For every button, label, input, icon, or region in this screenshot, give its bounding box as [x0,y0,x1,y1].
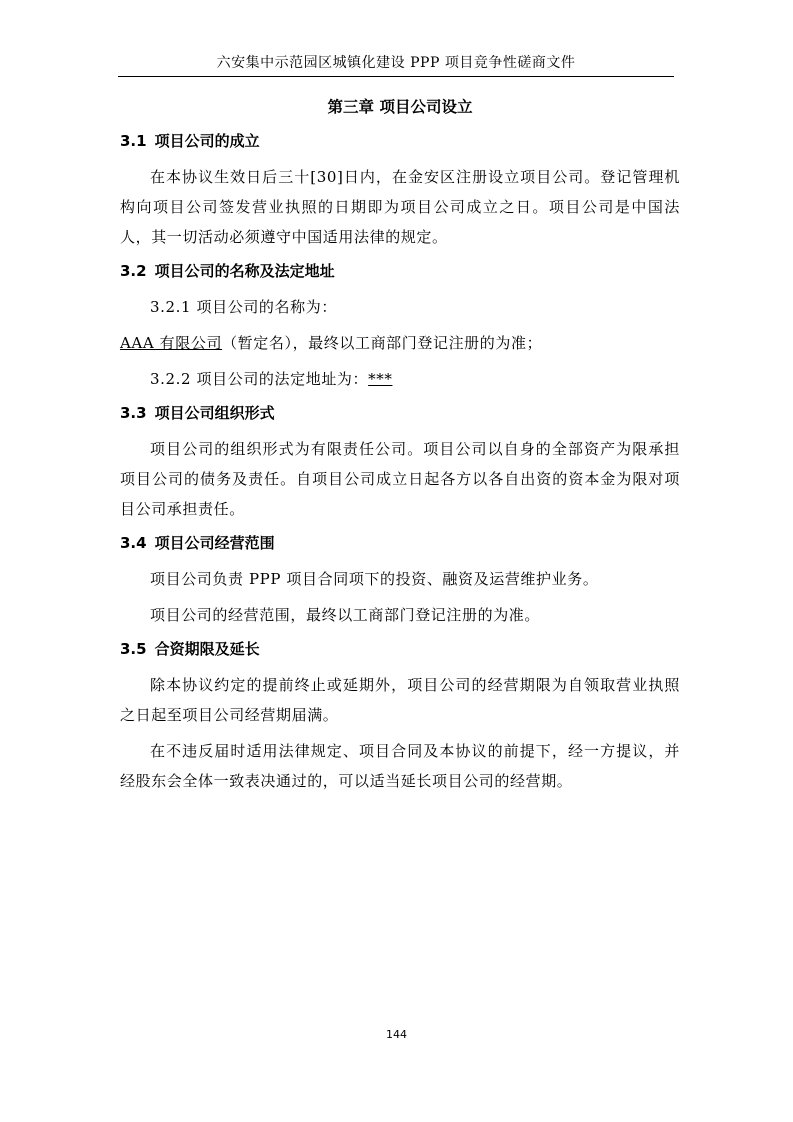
section-number: 3.3 [120,404,147,422]
clause-3-2-2 [120,364,680,394]
company-name-line [120,328,680,358]
section-heading-3-1 [120,128,680,154]
section-heading-3-4 [120,530,680,556]
paragraph: 除本协议约定的提前终止或延期外，项目公司的经营期限为自领取营业执照之日起至项目公司经营期届满。 [120,676,680,724]
section-number: 3.5 [120,640,147,658]
running-header: 六安集中示范园区城镇化建设 PPP 项目竞争性磋商文件 [216,55,576,71]
section-number: 3.2 [120,262,147,280]
document-body [120,94,680,802]
clause-3-2-1: 3.2.1 项目公司的名称为： [150,298,337,316]
section-title: 项目公司组织形式 [154,404,275,422]
company-name: AAA 有限公司 [120,334,223,352]
paragraph: 在本协议生效日后三十[30]日内，在金安区注册设立项目公司。登记管理机构向项目公司签发营业执照的日期即为项目公司成立之日。项目公司是中国法人，其一切活动必须遵守中国适用法律的规定。 [120,168,680,246]
paragraph: 项目公司负责 PPP 项目合同项下的投资、融资及运营维护业务。 [150,570,599,588]
section-number: 3.4 [120,534,147,552]
company-name-note: （暂定名），最终以工商部门登记注册的为准； [222,334,543,352]
section-number: 3.1 [120,132,147,150]
paragraph: 项目公司的组织形式为有限责任公司。项目公司以自身的全部资产为限承担项目公司的债务及责任。自项目公司成立日起各方以各自出资的资本金为限对项目公司承担责任。 [120,440,680,518]
section-title: 项目公司的名称及法定地址 [154,262,335,280]
header-rule [118,76,674,77]
section-title: 项目公司的成立 [154,132,260,150]
section-title: 项目公司经营范围 [154,534,275,552]
paragraph: 项目公司的经营范围，最终以工商部门登记注册的为准。 [150,606,541,624]
address-value: *** [368,370,393,388]
paragraph: 在不违反届时适用法律规定、项目合同及本协议的前提下，经一方提议，并经股东会全体一致表决通过的，可以适当延长项目公司的经营期。 [120,742,680,790]
section-heading-3-3 [120,400,680,426]
section-title: 合资期限及延长 [154,640,260,658]
chapter-title: 第三章 项目公司设立 [327,98,473,116]
address-label: 3.2.2 项目公司的法定地址为： [150,370,369,388]
section-heading-3-5 [120,636,680,662]
page-number: 144 [386,1028,407,1041]
section-heading-3-2 [120,258,680,284]
